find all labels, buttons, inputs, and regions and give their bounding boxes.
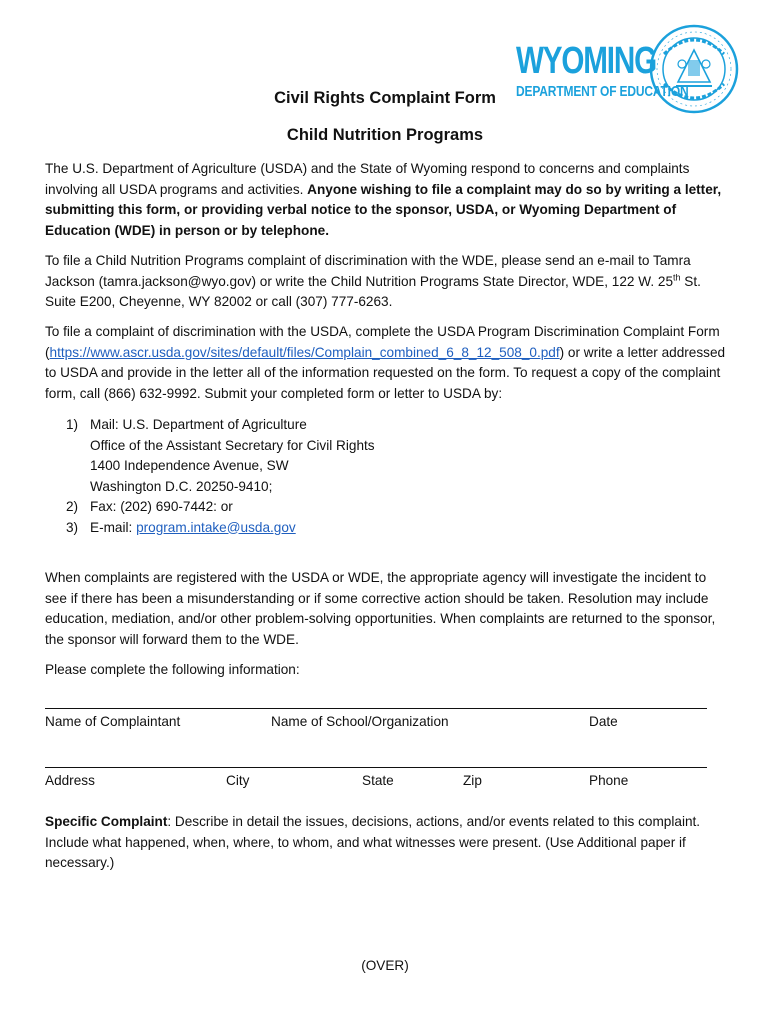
intro-paragraph [45,159,731,241]
usda-complaint-paragraph [45,322,731,404]
list-item-fax [45,497,725,518]
phone-label: Phone [589,773,629,788]
wde-superscript: th [673,271,681,282]
specific-complaint-text: : Describe in detail the issues, decisions, actions, and/or events related to this complaint. Include what happened, when, where, to whom, and what witnesses were present. (Use Additional paper if necessary.) [45,814,701,870]
date-label: Date [589,714,618,729]
wde-text-2: St. Suite E200, Cheyenne, WY 82002 or call (307) 777-6263. [45,273,701,309]
usda-complaint-form-link[interactable]: https://www.ascr.usda.gov/sites/default/files/Complain_combined_6_8_12_508_0.pdf [49,344,560,360]
signature-line-1[interactable] [45,708,707,709]
address-label: Address [45,773,95,788]
zip-label: Zip [463,773,482,788]
page-subtitle: Child Nutrition Programs [286,126,484,144]
city-label: City [226,773,250,788]
investigation-paragraph: When complaints are registered with the USDA or WDE, the appropriate agency will investigate the incident to see if there has been a misunderstanding or if some corrective action should be taken. Resolution may include education, mediation, and/or other problem-solving opportunities. When complaints are returned to the sponsor, the sponsor will forward them to the WDE. [45,570,716,647]
state-label: State [362,773,394,788]
usda-text-2: ) or write a letter addressed to USDA and provide in the letter all of the information requested on the form. To request a copy of the complaint form, call (866) 632-9992. Submit your completed form or letter to USDA by: [45,344,726,401]
mail-line: Office of the Assistant Secretary for Civil Rights [90,437,375,453]
page-title: Civil Rights Complaint Form [274,89,496,107]
usda-email-link[interactable]: program.intake@usda.gov [136,519,296,535]
usda-text-1: To file a complaint of discrimination with the USDA, complete the USDA Program Discrimination Complaint Form ( [45,324,720,360]
intro-bold-text: Anyone wishing to file a complaint may do so by writing a letter, submitting this form, or providing verbal notice to the sponsor, USDA, or Wyoming Department of Education (WDE) in person or by telephone. [45,181,722,238]
complainant-name-label: Name of Complaintant [45,714,181,729]
list-number: 2) [66,499,79,514]
specific-complaint-paragraph [45,812,731,874]
instructions-text: Please complete the following information: [45,662,300,677]
mail-line: Mail: U.S. Department of Agriculture [90,417,307,432]
mail-line: Washington D.C. 20250-9410; [90,478,273,494]
specific-complaint-label: Specific Complaint [45,814,168,829]
submission-methods-list [45,415,725,538]
signature-line-2[interactable] [45,767,707,768]
page-continue-marker: (OVER) [361,958,409,973]
logo-department: DEPARTMENT OF EDUCATION [516,83,689,100]
list-number: 1) [66,417,79,432]
wde-complaint-paragraph [45,251,731,313]
logo-wordmark: WYOMING [516,40,656,82]
fax-text: Fax: (202) 690-7442: or [90,499,233,514]
intro-text: The U.S. Department of Agriculture (USDA) and the State of Wyoming respond to concerns and complaints involving all USDA programs and activities. [45,161,690,197]
email-prefix: E-mail: [90,519,137,535]
list-item-mail [45,415,725,497]
wde-text-1: To file a Child Nutrition Programs complaint of discrimination with the WDE, please send an e-mail to Tamra Jackson (tamra.jackson@wyo.gov) or write the Child Nutrition Programs State Director, WDE, 122 W. 25 [45,253,691,289]
mail-line: 1400 Independence Avenue, SW [90,458,289,473]
list-number: 3) [66,519,79,535]
list-item-email [45,518,725,539]
school-name-label: Name of School/Organization [271,714,449,729]
